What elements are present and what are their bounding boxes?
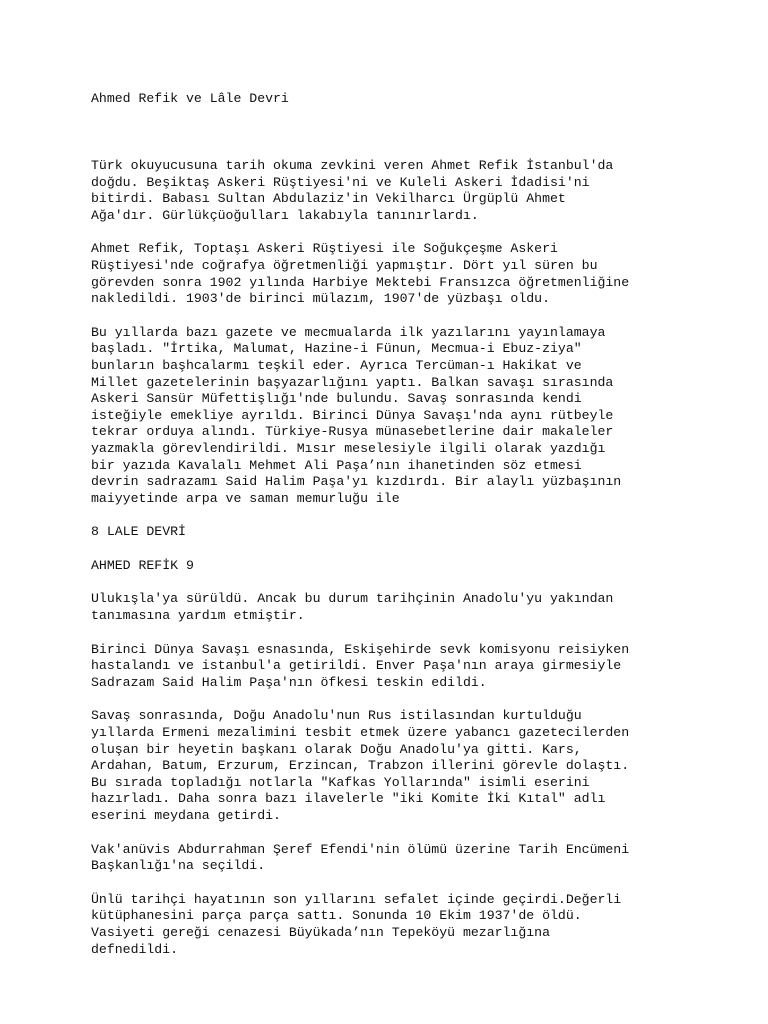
paragraph-illness: Birinci Dünya Savaşı esnasında, Eskişehirde sevk komisyonu reisiyken hastalandı ve istanbul'a getirildi. Enver Paşa'nın araya girmesiyle Sadrazam Said Halim Paşa'nın öfkesi teskin edildi. (91, 641, 630, 690)
paragraph-teaching-career: Ahmet Refik, Toptaşı Askeri Rüştiyesi ile Soğukçeşme Askeri Rüştiyesi'nde coğrafya öğretmenliği yapmıştır. Dört yıl süren bu görevden sonra 1902 yılında Harbiye Mektebi Fransızca öğretmenliğine nakledildi. 1903'de birinci mülazım, 1907'de yüzbaşı oldu. (91, 241, 630, 307)
paragraph-exile: Ulukışla'ya sürüldü. Ancak bu durum tarihçinin Anadolu'yu yakından tanımasına yardım etmiştir. (91, 591, 614, 624)
document-body (91, 158, 691, 975)
document-title: Ahmed Refik ve Lâle Devri (91, 91, 289, 106)
paragraph-eastern-anatolia: Savaş sonrasında, Doğu Anadolu'nun Rus istilasından kurtulduğu yıllarda Ermeni mezalimini tesbit etmek üzere yabancı gazetecilerden oluşan bir heyetin başkanı olarak Doğu Anadolu'ya gitti. Kars, Ardahan, Batum, Erzurum, Erzincan, Trabzon illerini görevle dolaştı. Bu sırada topladığı notlarla "Kafkas Yollarında" isimli eserini hazırladı. Daha sonra bazı ilavelerle "iki Komite İki Kıtal" adlı eserini meydana getirdi. (91, 708, 630, 823)
page-header-left: 8 LALE DEVRİ (91, 524, 186, 540)
page-header-right: AHMED REFİK 9 (91, 557, 194, 573)
paragraph-final-years: Ünlü tarihçi hayatının son yıllarını sefalet içinde geçirdi.Değerli kütüphanesini parça parça sattı. Sonunda 10 Ekim 1937'de öldü. Vasiyeti gereği cenazesi Büyükada’nın Tepeköyü mezarlığına defnedildi. (91, 891, 622, 957)
paragraph-publications: Bu yıllarda bazı gazete ve mecmualarda ilk yazılarını yayınlamaya başladı. "İrtika, Malumat, Hazine-i Fünun, Mecmua-i Ebuz-ziya" bunların başhcalarmı teşkil eder. Ayrıca Tercüman-ı Hakikat ve Millet gazetelerinin başyazarlığını yaptı. Balkan savaşı sırasında Askeri Sansür Müfettişlığı'nde bulundu. Savaş sonrasında kendi isteğiyle emekliye ayrıldı. Birinci Dünya Savaşı'nda aynı rütbeyle tekrar orduya alındı. Türkiye-Rusya münasebetlerine dair makaleler yazmakla görevlendirildi. Mısır meselesiyle ilgili olarak yazdığı bir yazıda Kavalalı Mehmet Ali Paşa’nın ihanetinden söz etmesi devrin sadrazamı Said Halim Paşa'yı kızdırdı. Bir alaylı yüzbaşının maiyyetinde arpa ve saman memurluğu ile (91, 324, 622, 506)
paragraph-history-committee: Vak'anüvis Abdurrahman Şeref Efendi'nin ölümü üzerine Tarih Encümeni Başkanlığı'na seçildi. (91, 841, 630, 874)
paragraph-biography-intro: Türk okuyucusuna tarih okuma zevkini veren Ahmet Refik İstanbul'da doğdu. Beşiktaş Askeri Rüştiyesi'ni ve Kuleli Askeri İdadisi'ni bitirdi. Babası Sultan Abdulaziz'in Vekilharcı Ürgüplü Ahmet Ağa'dır. Gürlükçüoğulları lakabıyla tanınırlardı. (91, 158, 614, 223)
